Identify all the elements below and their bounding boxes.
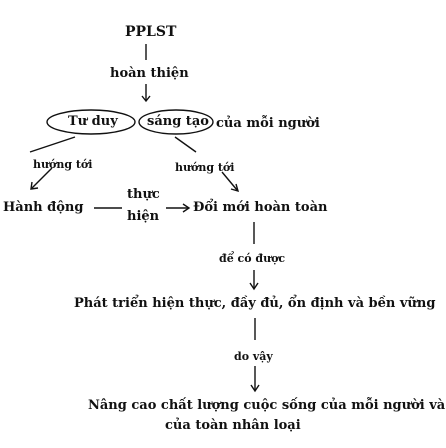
of-everyone-label: của mỗi người: [216, 116, 320, 131]
action-node: Hành động: [3, 200, 84, 215]
to-achieve-label: để có được: [219, 252, 286, 265]
development-node: Phát triển hiện thực, đầy đủ, ổn định và bền vững: [74, 296, 436, 311]
therefore-label: do vậy: [234, 350, 273, 363]
toward-right-label: hướng tới: [175, 161, 235, 174]
root-label: PPLST: [125, 24, 177, 40]
node-thinking: Tư duy: [68, 114, 118, 129]
toward-left-label: hướng tới: [33, 158, 93, 171]
node-creative: sáng tạo: [147, 114, 209, 129]
implement-label-top: thực: [127, 187, 160, 202]
result-line-1: Nâng cao chất lượng cuộc sống của mỗi người và: [88, 398, 446, 413]
implement-label-bottom: hiện: [127, 209, 160, 224]
renewal-node: Đổi mới hoàn toàn: [193, 200, 328, 215]
result-line-2: của toàn nhân loại: [165, 418, 301, 433]
perfect-label: hoàn thiện: [110, 66, 189, 81]
